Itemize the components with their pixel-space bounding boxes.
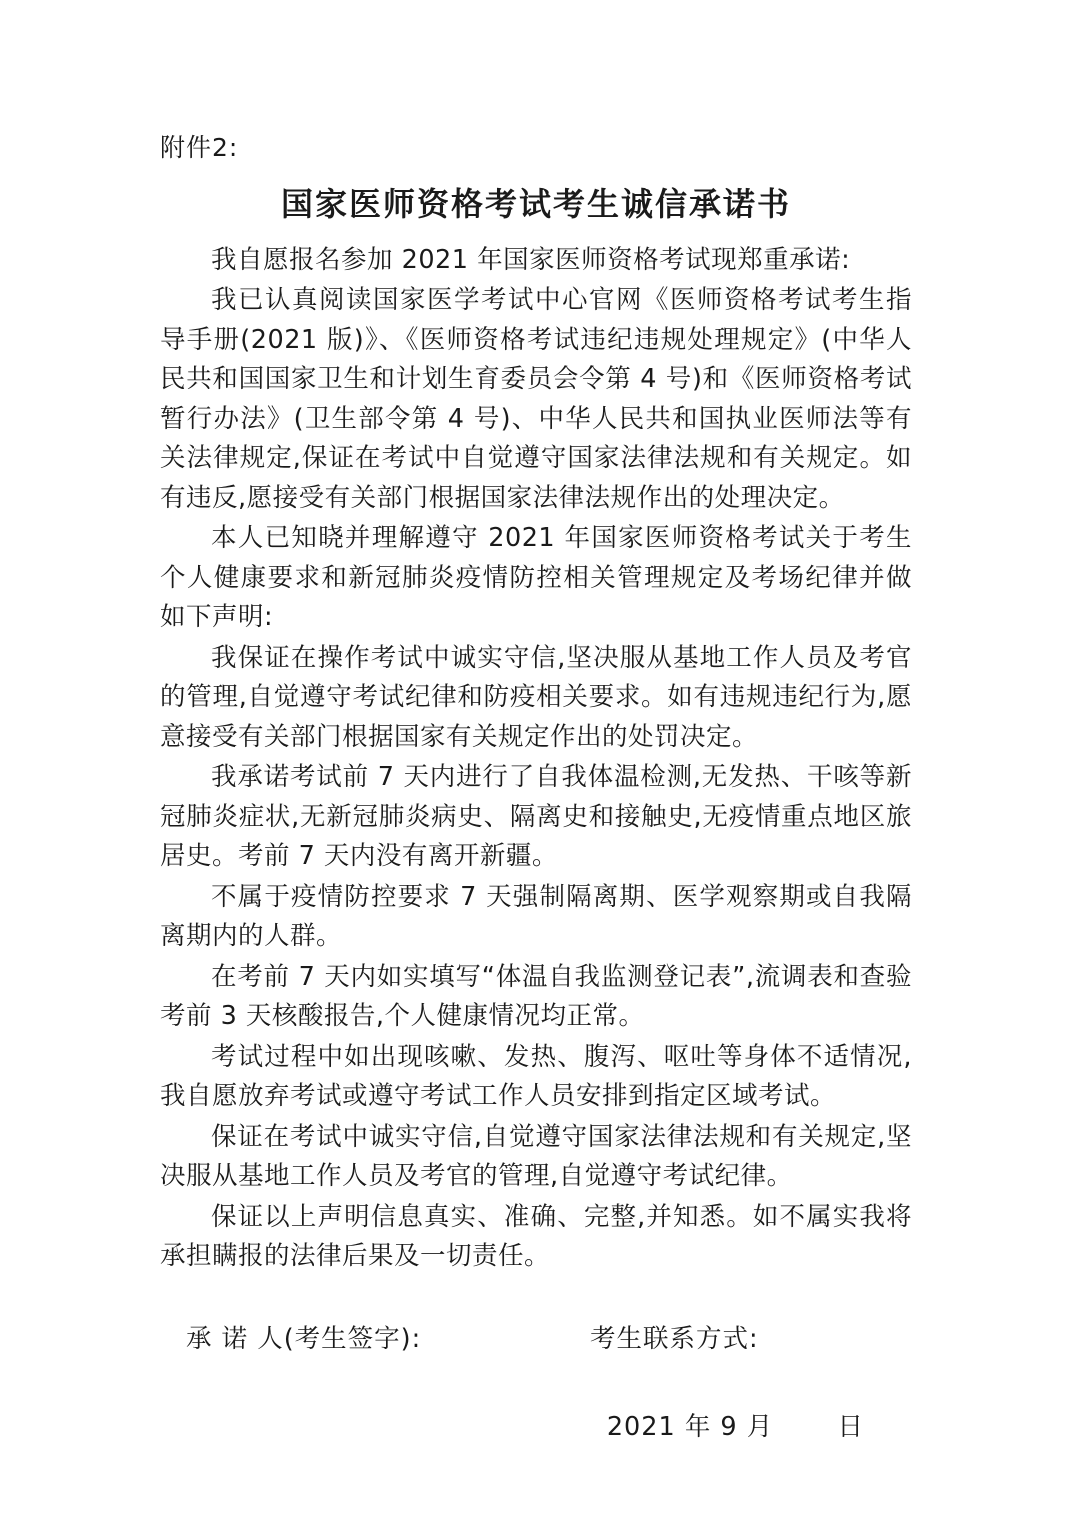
paragraph-10: 保证以上声明信息真实、准确、完整,并知悉。如不属实我将承担瞒报的法律后果及一切责任。 xyxy=(160,1201,912,1272)
document-body xyxy=(160,132,912,1443)
paragraph-6: 不属于疫情防控要求 7 天强制隔离期、医学观察期或自我隔离期内的人群。 xyxy=(160,881,912,952)
date-block xyxy=(160,1407,912,1443)
paragraph-1: 我自愿报名参加 2021 年国家医师资格考试现郑重承诺: xyxy=(211,244,851,275)
paragraph-5: 我承诺考试前 7 天内进行了自我体温检测,无发热、干咳等新冠肺炎症状,无新冠肺炎病史、隔离史和接触史,无疫情重点地区旅居史。考前 7 天内没有离开新疆。 xyxy=(160,762,912,872)
page-title: 国家医师资格考试考生诚信承诺书 xyxy=(280,184,791,223)
promisor-signature-label: 承 诺 人(考生签字): xyxy=(186,1323,422,1354)
paragraph-4: 我保证在操作考试中诚实守信,坚决服从基地工作人员及考官的管理,自觉遵守考试纪律和防疫相关要求。如有违规违纪行为,愿意接受有关部门根据国家有关规定作出的处罚决定。 xyxy=(160,642,912,752)
paragraph-9: 保证在考试中诚实守信,自觉遵守国家法律法规和有关规定,坚决服从基地工作人员及考官的管理,自觉遵守考试纪律。 xyxy=(160,1121,912,1192)
paragraph-2: 我已认真阅读国家医学考试中心官网《医师资格考试考生指导手册(2021 版)》、《医师资格考试违纪违规处理规定》(中华人民共和国国家卫生和计划生育委员会令第 4 号)和《医师资格考试暂行办法》(卫生部令第 4 号)、中华人民共和国执业医师法等有关法律规定,保证在考试中自觉遵守国家法律法规和有关规定。如有违反,愿接受有关部门根据国家法律法规作出的处理决定。 xyxy=(160,285,912,513)
date-day: 日 xyxy=(837,1411,864,1442)
date-year-month: 2021 年 9 月 xyxy=(606,1411,774,1442)
paragraph-3: 本人已知晓并理解遵守 2021 年国家医师资格考试关于考生个人健康要求和新冠肺炎疫情防控相关管理规定及考场纪律并做如下声明: xyxy=(160,523,912,633)
paragraph-8: 考试过程中如出现咳嗽、发热、腹泻、呕吐等身体不适情况,我自愿放弃考试或遵守考试工作人员安排到指定区域考试。 xyxy=(160,1041,912,1112)
paragraph-7: 在考前 7 天内如实填写“体温自我监测登记表”,流调表和查验考前 3 天核酸报告,个人健康情况均正常。 xyxy=(160,961,912,1032)
attachment-label: 附件2: xyxy=(160,133,239,162)
signature-block xyxy=(160,1319,912,1355)
candidate-contact-label: 考生联系方式: xyxy=(590,1323,759,1354)
